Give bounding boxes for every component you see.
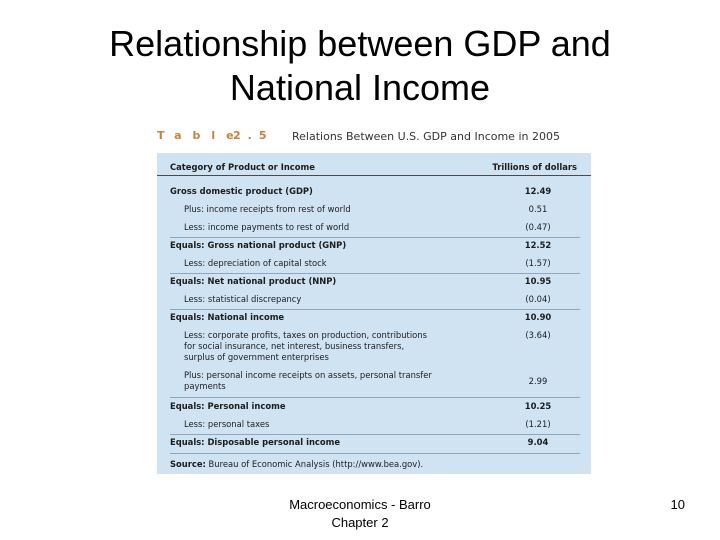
- page-number: 10: [670, 497, 685, 512]
- row-label: Less: personal taxes: [184, 419, 270, 429]
- row-label: Gross domestic product (GDP): [170, 186, 313, 196]
- row-value: (1.57): [525, 258, 551, 268]
- row-label: Plus: personal income receipts on assets, personal transfer payments: [184, 370, 432, 391]
- row-divider: [170, 397, 580, 398]
- slide-footer: [260, 496, 460, 532]
- row-label: Equals: National income: [170, 312, 285, 322]
- row-value: 10.25: [524, 401, 552, 411]
- row-label: Equals: Disposable personal income: [170, 437, 341, 447]
- footer-line2: Chapter 2: [331, 515, 389, 530]
- row-value: 12.52: [524, 240, 552, 250]
- row-label: Equals: Gross national product (GNP): [170, 240, 347, 250]
- table-source: [170, 459, 423, 469]
- header-value: Trillions of dollars: [492, 162, 577, 172]
- table-header: [157, 153, 591, 176]
- row-divider: [170, 434, 580, 435]
- row-divider: [170, 273, 580, 274]
- row-value: 0.51: [528, 204, 548, 214]
- row-value: 12.49: [524, 186, 552, 196]
- table-caption: [157, 128, 591, 146]
- row-label: Plus: income receipts from rest of world: [184, 204, 351, 214]
- source-label: Source:: [170, 459, 206, 469]
- row-label: Equals: Personal income: [170, 401, 286, 411]
- row-value: (0.47): [525, 222, 551, 232]
- slide-title-line1: Relationship between GDP and: [109, 23, 611, 64]
- row-label: Less: income payments to rest of world: [184, 222, 350, 232]
- row-divider: [170, 453, 580, 454]
- table-caption-text: Relations Between U.S. GDP and Income in 2005: [292, 130, 560, 143]
- row-value: 10.95: [524, 276, 552, 286]
- row-label: Less: statistical discrepancy: [184, 294, 302, 304]
- source-text: Bureau of Economic Analysis (http://www.bea.gov).: [208, 459, 424, 469]
- row-value: 9.04: [527, 437, 549, 447]
- row-divider: [170, 309, 580, 310]
- table-tag: Table: [157, 129, 245, 142]
- row-value: (3.64): [525, 330, 551, 340]
- slide-title-line2: National Income: [229, 67, 491, 108]
- header-category: Category of Product or Income: [170, 162, 315, 172]
- row-value: 2.99: [528, 376, 548, 386]
- row-value: 10.90: [524, 312, 552, 322]
- slide-title: [0, 22, 720, 110]
- row-divider: [170, 237, 580, 238]
- row-value: (1.21): [525, 419, 551, 429]
- row-label: Equals: Net national product (NNP): [170, 276, 337, 286]
- gdp-income-table: [157, 153, 591, 474]
- row-label: Less: corporate profits, taxes on production, contributions for social insurance, net interest, business transfers, surplus of government enterprises: [184, 330, 427, 362]
- table-number: 2.5: [233, 129, 274, 142]
- row-label: Less: depreciation of capital stock: [184, 258, 327, 268]
- footer-line1: Macroeconomics - Barro: [289, 497, 431, 512]
- row-value: (0.04): [525, 294, 551, 304]
